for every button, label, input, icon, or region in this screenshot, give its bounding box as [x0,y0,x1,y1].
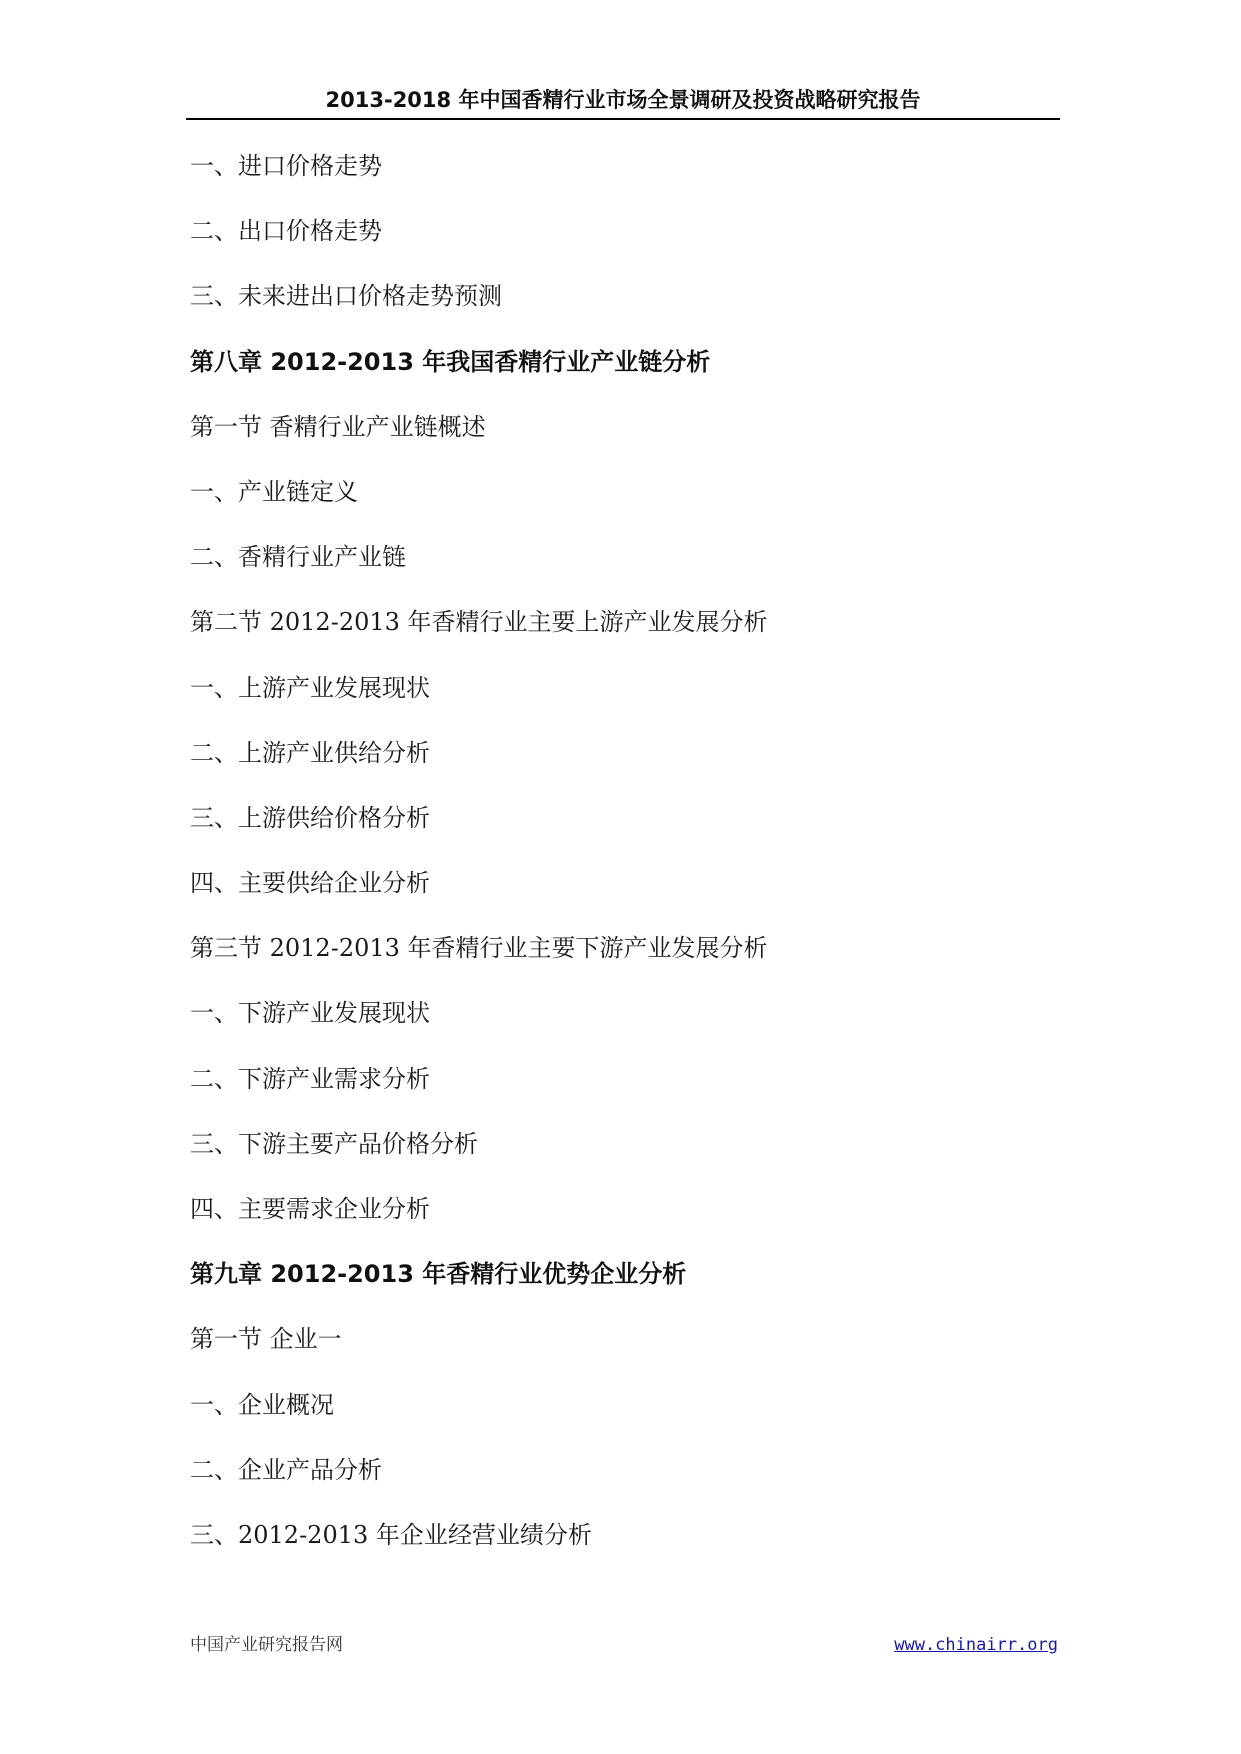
toc-item: 二、企业产品分析 [190,1455,382,1484]
toc-item: 三、上游供给价格分析 [190,803,430,832]
toc-item: 一、上游产业发展现状 [190,673,430,702]
toc-item: 一、进口价格走势 [190,152,382,180]
page-header-title: 2013-2018 年中国香精行业市场全景调研及投资战略研究报告 [325,88,921,112]
toc-chapter-heading: 第九章 2012-2013 年香精行业优势企业分析 [190,1260,687,1289]
toc-item: 一、产业链定义 [190,477,358,506]
toc-section-heading: 第一节 企业一 [190,1325,342,1354]
toc-item: 二、下游产业需求分析 [190,1064,430,1093]
toc-item: 三、2012-2013 年企业经营业绩分析 [190,1520,592,1549]
page-footer [190,1633,1058,1657]
toc-section-heading: 第一节 香精行业产业链概述 [190,412,486,441]
toc-item: 二、上游产业供给分析 [190,738,430,767]
footer-website-link[interactable]: www.chinairr.org [894,1635,1058,1655]
toc-chapter-heading: 第八章 2012-2013 年我国香精行业产业链分析 [190,347,711,376]
toc-item: 三、下游主要产品价格分析 [190,1129,478,1158]
toc-item: 四、主要需求企业分析 [190,1195,430,1223]
toc-section-heading: 第三节 2012-2013 年香精行业主要下游产业发展分析 [190,934,768,963]
footer-site-name: 中国产业研究报告网 [190,1635,343,1655]
toc-item: 三、未来进出口价格走势预测 [190,282,502,311]
toc-item: 一、企业概况 [190,1390,334,1419]
toc-item: 四、主要供给企业分析 [190,869,430,898]
toc-section-heading: 第二节 2012-2013 年香精行业主要上游产业发展分析 [190,608,768,637]
toc-item: 二、香精行业产业链 [190,543,406,572]
table-of-contents [190,146,1060,1580]
toc-item: 二、出口价格走势 [190,217,382,246]
header-divider [186,118,1060,120]
toc-item: 一、下游产业发展现状 [190,999,430,1028]
